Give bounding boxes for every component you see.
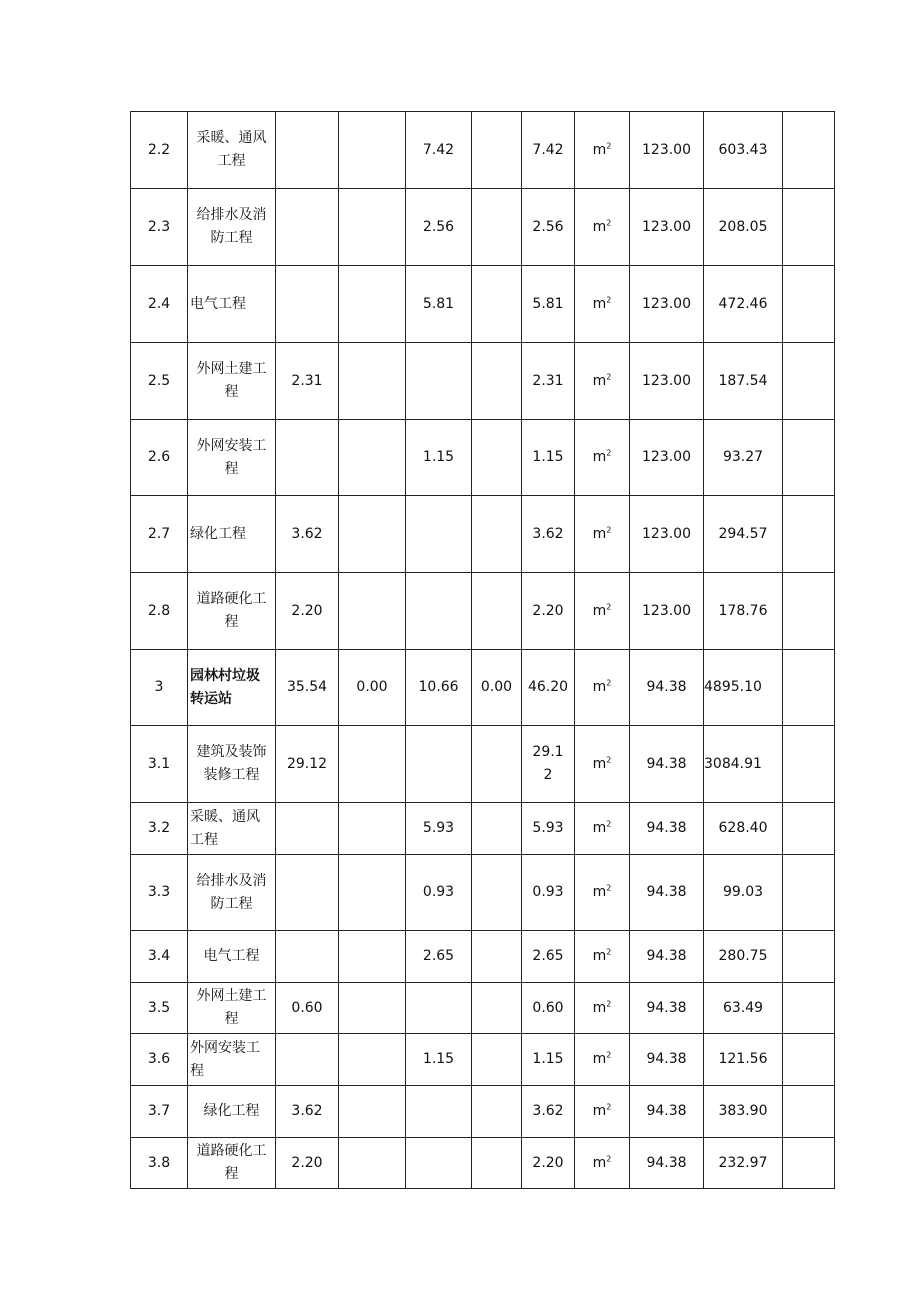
installation-cost-cell: [406, 1138, 472, 1189]
unit-base: m: [592, 948, 607, 964]
remark-cell: [783, 1086, 835, 1138]
unit-price-cell: 94.38: [630, 1086, 704, 1138]
item-number-cell: 2.7: [131, 496, 188, 573]
unit-cell: [575, 855, 630, 931]
unit-price-cell: 94.38: [630, 803, 704, 855]
other-cost-cell: [472, 1086, 522, 1138]
unit-exponent: 2: [606, 601, 612, 611]
other-cost-cell: [472, 343, 522, 420]
total-cost-cell: 1.15: [522, 1034, 575, 1086]
table-row: [131, 803, 835, 855]
unit-exponent: 2: [606, 524, 612, 534]
item-number-cell: 3.2: [131, 803, 188, 855]
unit-exponent: 2: [606, 294, 612, 304]
amount-cell: 208.05: [704, 189, 783, 266]
unit-price-cell: 94.38: [630, 931, 704, 983]
amount-cell: 294.57: [704, 496, 783, 573]
other-cost-cell: [472, 803, 522, 855]
installation-cost-cell: 2.56: [406, 189, 472, 266]
table-row: [131, 855, 835, 931]
item-name-cell: 给排水及消防工程: [188, 189, 276, 266]
unit-base: m: [592, 755, 607, 772]
total-cost-cell: 3.62: [522, 496, 575, 573]
unit-price-cell: 94.38: [630, 1138, 704, 1189]
item-number-cell: 3: [131, 650, 188, 726]
total-cost-cell: 3.62: [522, 1086, 575, 1138]
unit-exponent: 2: [606, 678, 612, 688]
unit-cell: [575, 931, 630, 983]
cost-estimate-table: [130, 111, 835, 1189]
equipment-cost-cell: [339, 983, 406, 1034]
unit-price-cell: 94.38: [630, 855, 704, 931]
equipment-cost-cell: [339, 343, 406, 420]
amount-cell: 628.40: [704, 803, 783, 855]
installation-cost-cell: 1.15: [406, 1034, 472, 1086]
item-number-cell: 3.3: [131, 855, 188, 931]
civil-cost-cell: 35.54: [276, 650, 339, 726]
unit-cell: [575, 1138, 630, 1189]
unit-base: m: [592, 884, 607, 900]
installation-cost-cell: 5.93: [406, 803, 472, 855]
unit-cell: [575, 983, 630, 1034]
unit-price-cell: 123.00: [630, 420, 704, 496]
installation-cost-cell: [406, 983, 472, 1034]
remark-cell: [783, 1138, 835, 1189]
unit-base: m: [592, 1051, 607, 1067]
amount-cell: 383.90: [704, 1086, 783, 1138]
unit-exponent: 2: [606, 998, 612, 1008]
table-row: [131, 496, 835, 573]
unit-cell: [575, 1086, 630, 1138]
other-cost-cell: [472, 1138, 522, 1189]
total-cost-cell: 2.20: [522, 573, 575, 650]
other-cost-cell: [472, 573, 522, 650]
civil-cost-cell: [276, 931, 339, 983]
amount-cell: 472.46: [704, 266, 783, 343]
item-name-cell: 电气工程: [188, 266, 276, 343]
unit-cell: [575, 726, 630, 803]
unit-base: m: [592, 449, 607, 465]
unit-exponent: 2: [606, 754, 612, 764]
unit-exponent: 2: [606, 883, 612, 893]
unit-base: m: [592, 372, 607, 389]
table-row: [131, 1138, 835, 1189]
unit-cell: [575, 420, 630, 496]
other-cost-cell: [472, 855, 522, 931]
civil-cost-cell: 2.20: [276, 1138, 339, 1189]
item-number-cell: 2.5: [131, 343, 188, 420]
item-name-cell: 外网土建工程: [188, 983, 276, 1034]
civil-cost-cell: 3.62: [276, 1086, 339, 1138]
unit-base: m: [592, 679, 607, 695]
civil-cost-cell: [276, 1034, 339, 1086]
item-name-cell: 道路硬化工程: [188, 1138, 276, 1189]
remark-cell: [783, 496, 835, 573]
item-number-cell: 3.7: [131, 1086, 188, 1138]
remark-cell: [783, 1034, 835, 1086]
equipment-cost-cell: [339, 1138, 406, 1189]
item-name-cell: 建筑及装饰装修工程: [188, 726, 276, 803]
remark-cell: [783, 650, 835, 726]
total-cost-cell: 29.12: [522, 726, 575, 803]
civil-cost-cell: [276, 803, 339, 855]
amount-cell: 63.49: [704, 983, 783, 1034]
unit-cell: [575, 650, 630, 726]
amount-cell: 187.54: [704, 343, 783, 420]
other-cost-cell: [472, 112, 522, 189]
unit-cell: [575, 266, 630, 343]
item-number-cell: 3.5: [131, 983, 188, 1034]
unit-cell: [575, 112, 630, 189]
unit-price-cell: 123.00: [630, 112, 704, 189]
amount-cell: 3084.91: [704, 726, 783, 803]
table-row: [131, 573, 835, 650]
installation-cost-cell: 0.93: [406, 855, 472, 931]
table-row: [131, 112, 835, 189]
table-row: [131, 420, 835, 496]
total-cost-cell: 1.15: [522, 420, 575, 496]
table-row: [131, 726, 835, 803]
amount-cell: 178.76: [704, 573, 783, 650]
unit-price-cell: 123.00: [630, 573, 704, 650]
equipment-cost-cell: 0.00: [339, 650, 406, 726]
civil-cost-cell: 2.31: [276, 343, 339, 420]
other-cost-cell: [472, 931, 522, 983]
unit-cell: [575, 1034, 630, 1086]
installation-cost-cell: 7.42: [406, 112, 472, 189]
item-name-cell: 绿化工程: [188, 496, 276, 573]
item-number-cell: 3.4: [131, 931, 188, 983]
civil-cost-cell: 2.20: [276, 573, 339, 650]
unit-exponent: 2: [606, 1050, 612, 1060]
table-row: [131, 266, 835, 343]
item-number-cell: 3.1: [131, 726, 188, 803]
item-number-cell: 3.8: [131, 1138, 188, 1189]
table-row: [131, 189, 835, 266]
unit-base: m: [592, 295, 607, 312]
remark-cell: [783, 803, 835, 855]
other-cost-cell: [472, 496, 522, 573]
table-row: [131, 1086, 835, 1138]
other-cost-cell: [472, 983, 522, 1034]
unit-cell: [575, 189, 630, 266]
item-name-cell: 外网安装工程: [188, 420, 276, 496]
item-name-cell: 外网安装工程: [188, 1034, 276, 1086]
civil-cost-cell: [276, 189, 339, 266]
remark-cell: [783, 343, 835, 420]
installation-cost-cell: [406, 726, 472, 803]
installation-cost-cell: 10.66: [406, 650, 472, 726]
installation-cost-cell: [406, 573, 472, 650]
installation-cost-cell: 5.81: [406, 266, 472, 343]
other-cost-cell: [472, 726, 522, 803]
item-name-cell: 外网土建工程: [188, 343, 276, 420]
other-cost-cell: [472, 420, 522, 496]
total-cost-cell: 5.93: [522, 803, 575, 855]
other-cost-cell: 0.00: [472, 650, 522, 726]
equipment-cost-cell: [339, 420, 406, 496]
unit-base: m: [592, 820, 607, 836]
installation-cost-cell: 1.15: [406, 420, 472, 496]
total-cost-cell: 2.65: [522, 931, 575, 983]
remark-cell: [783, 983, 835, 1034]
amount-cell: 603.43: [704, 112, 783, 189]
unit-cell: [575, 803, 630, 855]
remark-cell: [783, 931, 835, 983]
table-row: [131, 983, 835, 1034]
equipment-cost-cell: [339, 189, 406, 266]
unit-exponent: 2: [606, 819, 612, 829]
unit-price-cell: 94.38: [630, 650, 704, 726]
item-name-cell: 采暖、通风工程: [188, 112, 276, 189]
installation-cost-cell: [406, 1086, 472, 1138]
unit-cell: [575, 343, 630, 420]
equipment-cost-cell: [339, 803, 406, 855]
unit-base: m: [592, 525, 607, 542]
amount-cell: 121.56: [704, 1034, 783, 1086]
table-row: [131, 650, 835, 726]
unit-price-cell: 94.38: [630, 1034, 704, 1086]
unit-exponent: 2: [606, 140, 612, 150]
item-number-cell: 2.3: [131, 189, 188, 266]
unit-base: m: [592, 1154, 607, 1171]
civil-cost-cell: 0.60: [276, 983, 339, 1034]
unit-exponent: 2: [606, 1102, 612, 1112]
unit-exponent: 2: [606, 1153, 612, 1163]
item-number-cell: 2.6: [131, 420, 188, 496]
civil-cost-cell: [276, 266, 339, 343]
table-row: [131, 931, 835, 983]
unit-price-cell: 94.38: [630, 983, 704, 1034]
total-cost-cell: 7.42: [522, 112, 575, 189]
remark-cell: [783, 420, 835, 496]
item-number-cell: 2.2: [131, 112, 188, 189]
unit-price-cell: 123.00: [630, 343, 704, 420]
remark-cell: [783, 112, 835, 189]
unit-base: m: [592, 141, 607, 158]
equipment-cost-cell: [339, 1086, 406, 1138]
equipment-cost-cell: [339, 573, 406, 650]
item-number-cell: 3.6: [131, 1034, 188, 1086]
remark-cell: [783, 266, 835, 343]
item-name-cell: 园林村垃圾转运站: [188, 650, 276, 726]
civil-cost-cell: [276, 112, 339, 189]
other-cost-cell: [472, 266, 522, 343]
unit-cell: [575, 496, 630, 573]
other-cost-cell: [472, 189, 522, 266]
amount-cell: 232.97: [704, 1138, 783, 1189]
item-name-cell: 道路硬化工程: [188, 573, 276, 650]
total-cost-cell: 2.31: [522, 343, 575, 420]
equipment-cost-cell: [339, 112, 406, 189]
civil-cost-cell: 3.62: [276, 496, 339, 573]
equipment-cost-cell: [339, 266, 406, 343]
item-name-cell: 给排水及消防工程: [188, 855, 276, 931]
unit-exponent: 2: [606, 448, 612, 458]
total-cost-cell: 0.60: [522, 983, 575, 1034]
unit-base: m: [592, 999, 607, 1016]
total-cost-cell: 2.56: [522, 189, 575, 266]
civil-cost-cell: [276, 855, 339, 931]
installation-cost-cell: [406, 343, 472, 420]
amount-cell: 280.75: [704, 931, 783, 983]
amount-cell: 4895.10: [704, 650, 783, 726]
amount-cell: 99.03: [704, 855, 783, 931]
other-cost-cell: [472, 1034, 522, 1086]
item-name-cell: 电气工程: [188, 931, 276, 983]
item-name-cell: 采暖、通风工程: [188, 803, 276, 855]
unit-cell: [575, 573, 630, 650]
total-cost-cell: 46.20: [522, 650, 575, 726]
equipment-cost-cell: [339, 931, 406, 983]
equipment-cost-cell: [339, 1034, 406, 1086]
equipment-cost-cell: [339, 496, 406, 573]
remark-cell: [783, 855, 835, 931]
unit-base: m: [592, 1103, 607, 1119]
total-cost-cell: 5.81: [522, 266, 575, 343]
table-row: [131, 1034, 835, 1086]
item-number-cell: 2.4: [131, 266, 188, 343]
amount-cell: 93.27: [704, 420, 783, 496]
unit-price-cell: 94.38: [630, 726, 704, 803]
unit-base: m: [592, 602, 607, 619]
total-cost-cell: 0.93: [522, 855, 575, 931]
unit-base: m: [592, 218, 607, 235]
table-row: [131, 343, 835, 420]
remark-cell: [783, 726, 835, 803]
unit-exponent: 2: [606, 217, 612, 227]
equipment-cost-cell: [339, 855, 406, 931]
total-cost-cell: 2.20: [522, 1138, 575, 1189]
unit-price-cell: 123.00: [630, 266, 704, 343]
equipment-cost-cell: [339, 726, 406, 803]
unit-exponent: 2: [606, 371, 612, 381]
unit-price-cell: 123.00: [630, 189, 704, 266]
installation-cost-cell: [406, 496, 472, 573]
remark-cell: [783, 573, 835, 650]
remark-cell: [783, 189, 835, 266]
item-name-cell: 绿化工程: [188, 1086, 276, 1138]
installation-cost-cell: 2.65: [406, 931, 472, 983]
civil-cost-cell: 29.12: [276, 726, 339, 803]
civil-cost-cell: [276, 420, 339, 496]
unit-price-cell: 123.00: [630, 496, 704, 573]
item-number-cell: 2.8: [131, 573, 188, 650]
unit-exponent: 2: [606, 947, 612, 957]
